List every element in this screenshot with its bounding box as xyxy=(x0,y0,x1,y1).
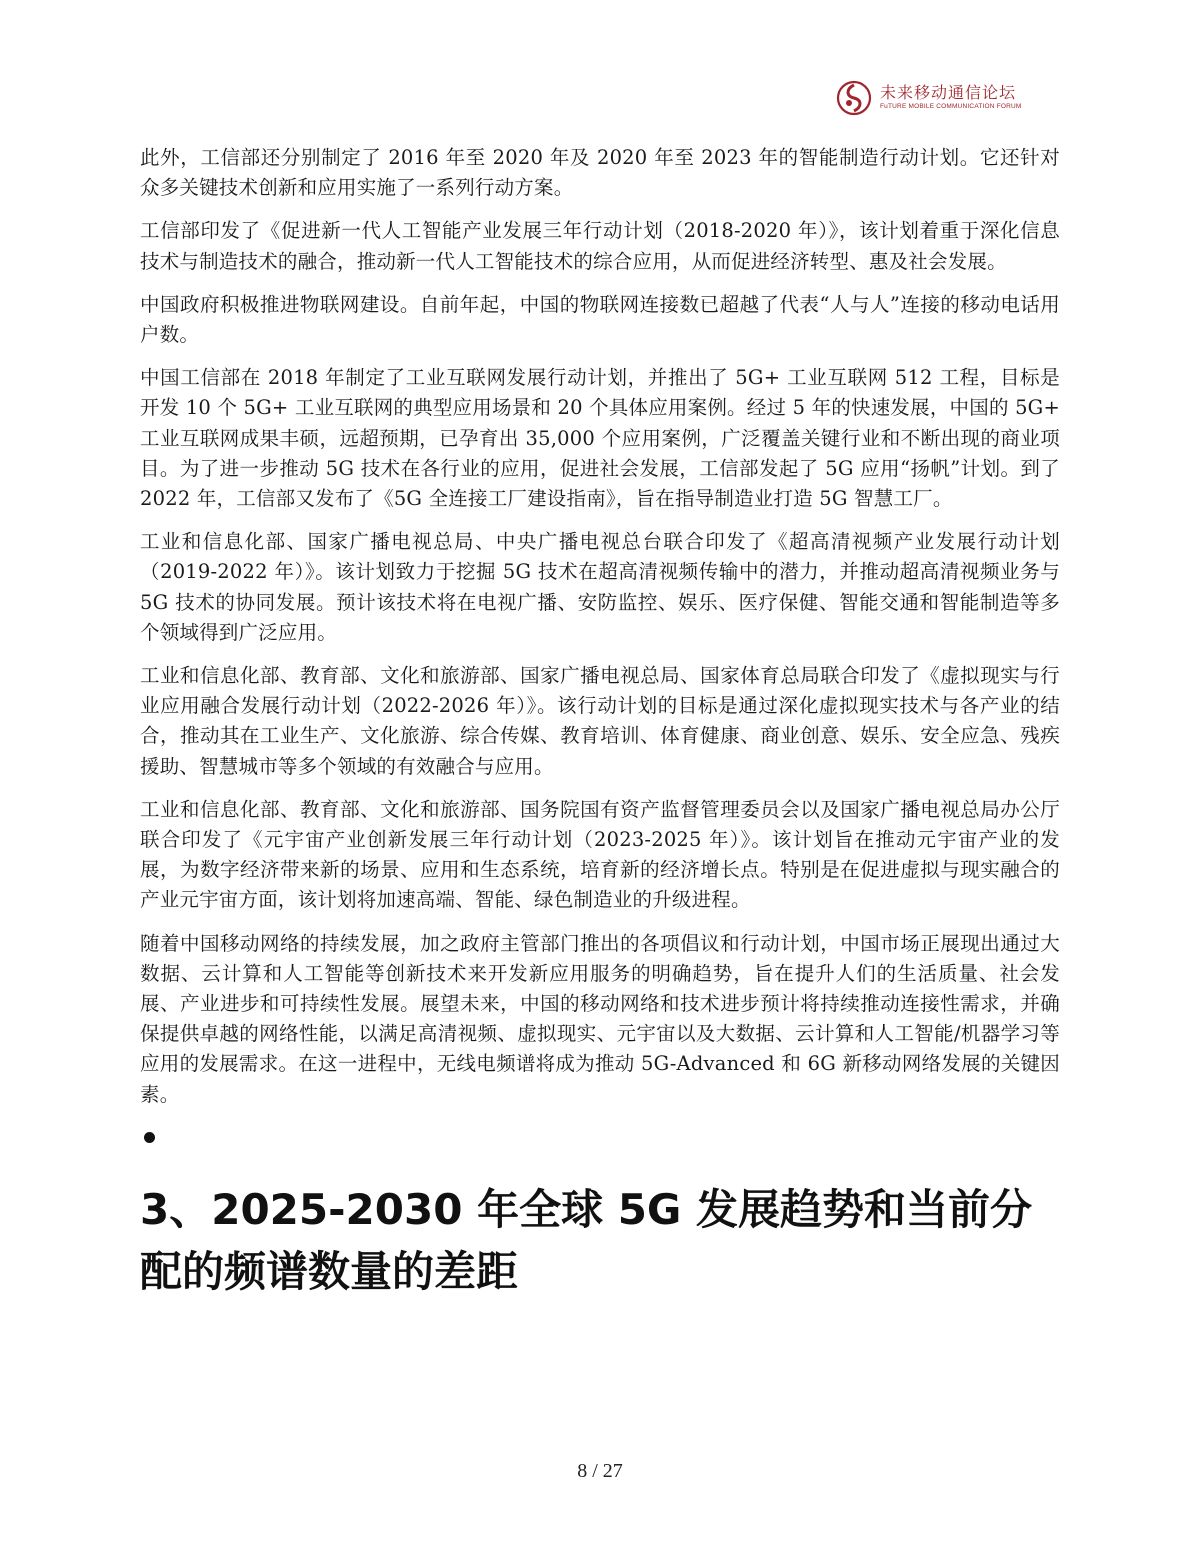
paragraph-4: 中国工信部在 2018 年制定了工业互联网发展行动计划，并推出了 5G+ 工业互联网 512 工程，目标是开发 10 个 5G+ 工业互联网的典型应用场景和 20 个具体应用案例。经过 5 年的快速发展，中国的 5G+ 工业互联网成果丰硕，远超预期，已孕育出 35,000 个应用案例，广泛覆盖关键行业和不断出现的商业项目。为了进一步推动 5G 技术在各行业的应用，促进社会发展，工信部发起了 5G 应用“扬帆”计划。到了 2022 年，工信部又发布了《5G 全连接工厂建设指南》，旨在指导制造业打造 5G 智慧工厂。 xyxy=(140,366,1060,511)
paragraph-1: 此外，工信部还分别制定了 2016 年至 2020 年及 2020 年至 2023 年的智能制造行动计划。它还针对众多关键技术创新和应用实施了一系列行动方案。 xyxy=(140,146,1060,200)
paragraph-2: 工信部印发了《促进新一代人工智能产业发展三年行动计划（2018-2020 年）》，该计划着重于深化信息技术与制造技术的融合，推动新一代人工智能技术的综合应用，从而促进经济转型、惠及社会发展。 xyxy=(140,219,1060,273)
logo-chinese-name: 未来移动通信论坛 xyxy=(880,83,1017,103)
bullet-point xyxy=(144,1132,155,1143)
document-body xyxy=(140,143,1060,1303)
header-logo xyxy=(836,76,1036,120)
page-number: 8 / 27 xyxy=(577,1460,623,1482)
section-heading: 3、2025-2030 年全球 5G 发展趋势和当前分配的频谱数量的差距 xyxy=(140,1184,1033,1296)
forum-logo-icon xyxy=(836,80,872,116)
paragraph-7: 工业和信息化部、教育部、文化和旅游部、国务院国有资产监督管理委员会以及国家广播电视总局办公厅联合印发了《元宇宙产业创新发展三年行动计划（2023-2025 年）》。该计划旨在推动元宇宙产业的发展，为数字经济带来新的场景、应用和生态系统，培育新的经济增长点。特别是在促进虚拟与现实融合的产业元宇宙方面，该计划将加速高端、智能、绿色制造业的升级进程。 xyxy=(140,797,1060,912)
logo-english-name: FuTURE MOBILE COMMUNICATION FORUM xyxy=(880,103,1022,111)
paragraph-3: 中国政府积极推进物联网建设。自前年起，中国的物联网连接数已超越了代表“人与人”连接的移动电话用户数。 xyxy=(140,292,1060,347)
paragraph-6: 工业和信息化部、教育部、文化和旅游部、国家广播电视总局、国家体育总局联合印发了《虚拟现实与行业应用融合发展行动计划（2022-2026 年）》。该行动计划的目标是通过深化虚拟现实技术与各产业的结合，推动其在工业生产、文化旅游、综合传媒、教育培训、体育健康、商业创意、娱乐、安全应急、残疾援助、智慧城市等多个领域的有效融合与应用。 xyxy=(140,664,1060,778)
logo-text xyxy=(880,85,1022,111)
paragraph-5: 工业和信息化部、国家广播电视总局、中央广播电视总台联合印发了《超高清视频产业发展行动计划（2019-2022 年）》。该计划致力于挖掘 5G 技术在超高清视频传输中的潜力，并推动超高清视频业务与 5G 技术的协同发展。预计该技术将在电视广播、安防监控、娱乐、医疗保健、智能交通和智能制造等多个领域得到广泛应用。 xyxy=(140,530,1060,644)
paragraph-8: 随着中国移动网络的持续发展，加之政府主管部门推出的各项倡议和行动计划，中国市场正展现出通过大数据、云计算和人工智能等创新技术来开发新应用服务的明确趋势，旨在提升人们的生活质量、社会发展、产业进步和可持续性发展。展望未来，中国的移动网络和技术进步预计将持续推动连接性需求，并确保提供卓越的网络性能，以满足高清视频、虚拟现实、元宇宙以及大数据、云计算和人工智能/机器学习等应用的发展需求。在这一进程中，无线电频谱将成为推动 5G-Advanced 和 6G 新移动网络发展的关键因素。 xyxy=(140,931,1060,1106)
